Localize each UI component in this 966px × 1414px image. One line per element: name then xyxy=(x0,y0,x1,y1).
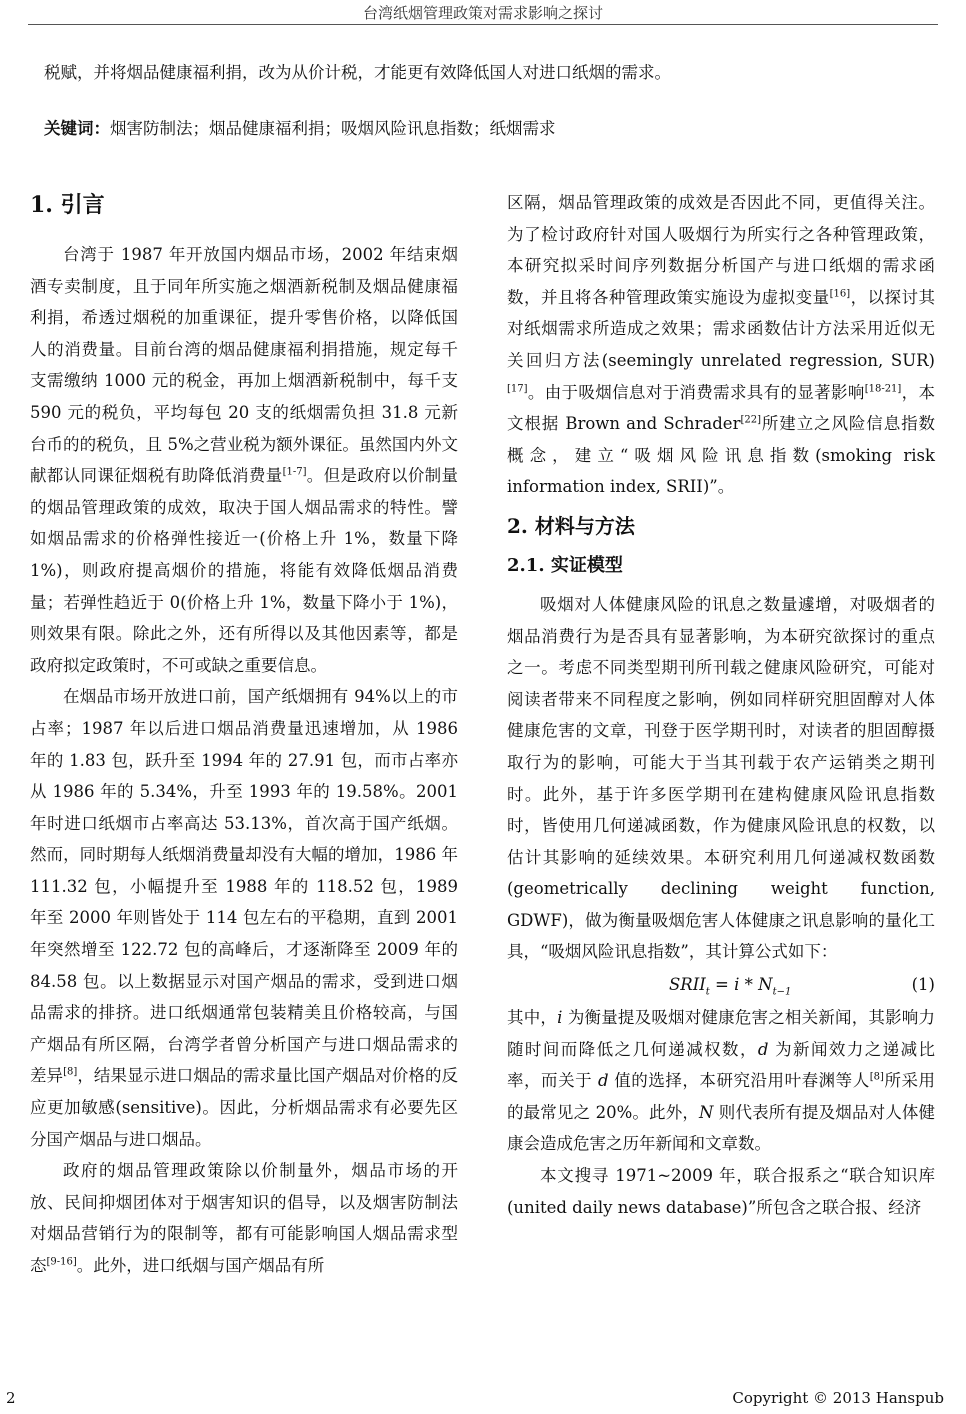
header-rule xyxy=(28,24,938,25)
section-1-paragraph-3-continued: 区隔，烟品管理政策的成效是否因此不同，更值得关注。为了检讨政府针对国人吸烟行为所实行之各种管理政策，本研究拟采时间序列数据分析国产与进口纸烟的需求函数，并且将各种管理政策实施设为虚拟变量[16]，以探讨其对纸烟需求所造成之效果；需求函数估计方法采用近似无关回归方法(seemingly unrelated regression, SUR)[17]。由于吸烟信息对于消费需求具有的显著影响[18-21]，本文根据 Brown and Schrader[22]所建立之风险信息指数概念，建立“吸烟风险讯息指数(smoking risk information index, SRII)”。 xyxy=(507,193,936,497)
equation-1 xyxy=(507,968,935,1002)
citation: [9-16] xyxy=(46,1256,77,1268)
section-2-1-heading: 2.1. 实证模型 xyxy=(507,554,623,576)
citation: [8] xyxy=(63,1066,78,1078)
citation: [8] xyxy=(869,1071,884,1083)
page-number: 2 xyxy=(6,1389,16,1407)
citation: [22] xyxy=(740,414,761,426)
citation: [17] xyxy=(507,383,528,395)
keywords xyxy=(44,116,944,142)
abstract-tail: 税赋，并将烟品健康福利捐，改为从价计税，才能更有效降低国人对进口纸烟的需求。 xyxy=(44,63,671,82)
equation-number: (1) xyxy=(911,975,935,995)
section-1-paragraph-2: 在烟品市场开放进口前，国产纸烟拥有 94%以上的市占率；1987 年以后进口烟品消费量迅速增加，从 1986 年的 1.83 包，跃升至 1994 年的 27.91 包，而市占率亦从 1986 年的 5.34%，升至 1993 年的 19.58%。2001 年时进口纸烟市占率高达 53.13%，首次高于国产纸烟。然而，同时期每人纸烟消费量却没有大幅的增加，1986 年 111.32 包，小幅提升至 1988 年的 118.52 包，1989 年至 2000 年则皆处于 114 包左右的平稳期，直到 2001 年突然增至 122.72 包的高峰后，才逐渐降至 2009 年的 84.58 包。以上数据显示对国产烟品的需求，受到进口烟品需求的排挤。进口纸烟通常包装精美且价格较高，与国产烟品有所区隔，台湾学者曾分析国产与进口烟品需求的差异[8]，结果显示进口烟品的需求量比国产烟品对价格的反应更加敏感(sensitive)。因此，分析烟品需求有必要先区分国产烟品与进口烟品。 xyxy=(30,687,459,1149)
citation: [1-7] xyxy=(282,466,307,478)
copyright-notice: Copyright © 2013 Hanspub xyxy=(732,1389,944,1407)
citation: [18-21] xyxy=(864,383,902,395)
equation-body: $SRII_t = i * N_{t-1}$ xyxy=(669,975,792,998)
section-1-heading: 1. 引言 xyxy=(30,192,105,218)
section-1-paragraph-1: 台湾于 1987 年开放国内烟品市场，2002 年结束烟酒专卖制度，且于同年所实施之烟酒新税制及烟品健康福利捐，希透过烟税的加重课征，提升零售价格，以降低国人的消费量。目前台湾的烟品健康福利捐措施，规定每千支需缴纳 1000 元的税金，再加上烟酒新税制中，每千支 590 元的税负，平均每包 20 支的纸烟需负担 31.8 元新台币的的税负，且 5%之营业税为额外课征。虽然国内外文献都认同课征烟税有助降低消费量[1-7]。但是政府以价制量的烟品管理政策的成效，取决于国人烟品需求的特性。譬如烟品需求的价格弹性接近一(价格上升 1%，数量下降 1%)，则政府提高烟价的措施，将能有效降低烟品消费量；若弹性趋近于 0(价格上升 1%，数量下降小于 1%)，则效果有限。除此之外，还有所得以及其他因素等，都是政府拟定政策时，不可或缺之重要信息。 xyxy=(30,245,459,675)
running-title: 台湾纸烟管理政策对需求影响之探讨 xyxy=(362,4,603,22)
section-1-paragraph-3: 政府的烟品管理政策除以价制量外，烟品市场的开放、民间抑烟团体对于烟害知识的倡导，以及烟害防制法对烟品营销行为的限制等，都有可能影响国人烟品需求型态[9-16]。此外，进口纸烟与国产烟品有所 xyxy=(30,1161,458,1275)
citation: [16] xyxy=(829,288,851,300)
right-column xyxy=(507,187,935,1223)
section-2-1-paragraph-3: 本文搜寻 1971~2009 年，联合报系之“联合知识库(united daily news database)”所包含之联合报、经济 xyxy=(507,1166,935,1217)
section-2-1-paragraph-1: 吸烟对人体健康风险的讯息之数量遽增，对吸烟者的烟品消费行为是否具有显著影响，为本研究欲探讨的重点之一。考虑不同类型期刊所刊载之健康风险研究，可能对阅读者带来不同程度之影响，例如同样研究胆固醇对人体健康危害的文章，刊登于医学期刊时，对读者的胆固醇摄取行为的影响，可能大于当其刊载于农产运销类之期刊时。此外，基于许多医学期刊在建构健康风险讯息指数时，皆使用几何递减函数，作为健康风险讯息的权数，以估计其影响的延续效果。本研究利用几何递减权数函数(geometrically declining weight function, GDWF)，做为衡量吸烟危害人体健康之讯息影响的量化工具，“吸烟风险讯息指数”，其计算公式如下： xyxy=(507,594,935,962)
section-2-1-paragraph-2: 其中，i 为衡量提及吸烟对健康危害之相关新闻，其影响力随时间而降低之几何递减权数，d 为新闻效力之递减比率，而关于 d 值的选择，本研究沿用叶春渊等人[8]所采用的最常见之 20%。此外，N 则代表所有提及烟品对人体健康会造成危害之历年新闻和文章数。 xyxy=(507,1008,936,1154)
keywords-label: 关键词： xyxy=(44,119,110,138)
keywords-text: 烟害防制法；烟品健康福利捐；吸烟风险讯息指数；纸烟需求 xyxy=(110,119,556,138)
left-column xyxy=(30,185,458,1282)
section-2-heading: 2. 材料与方法 xyxy=(507,513,635,538)
